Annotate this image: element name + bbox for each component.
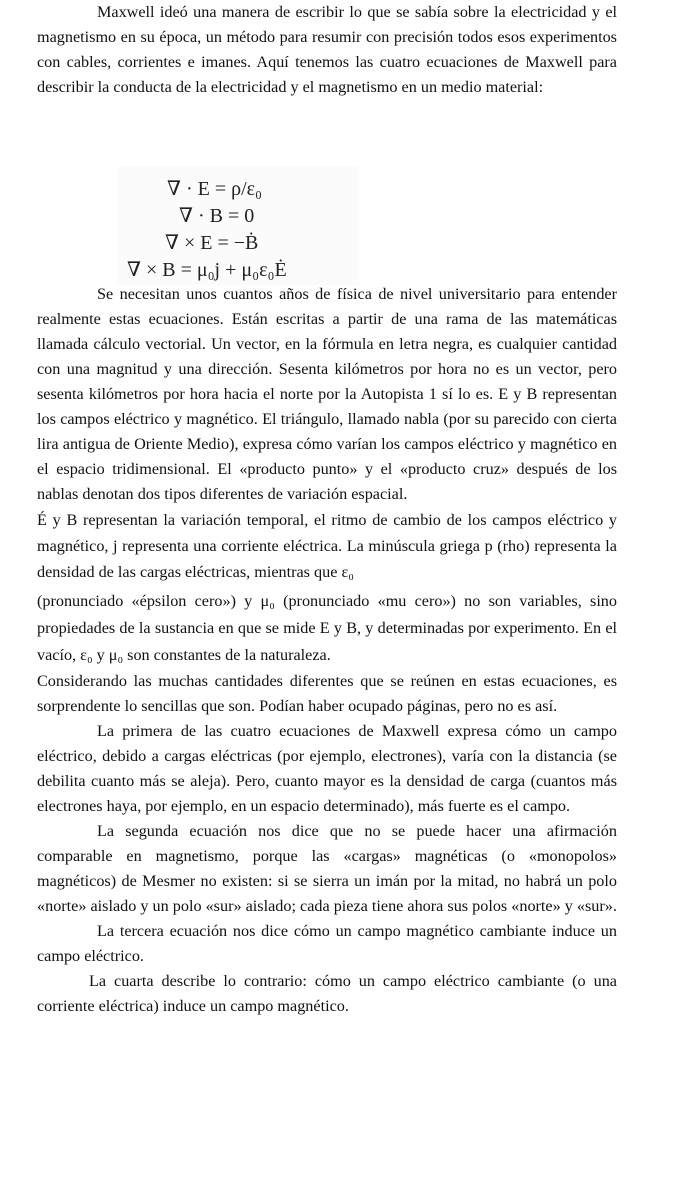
equation-faraday: ∇ × E = −Ḃ — [165, 232, 259, 254]
paragraph-variables-a: É y B representan la variación temporal, el ritmo de cambio de los campos eléctrico y magnético, j representa una corriente eléctrica. La minúscula griega p (rho) representa la densidad de las cargas eléctricas, mientras que ε₀ — [37, 511, 617, 581]
maxwell-equations-image — [117, 167, 359, 285]
paragraph-second-equation: La segunda ecuación nos dice que no se puede hacer una afirmación comparable en magnetismo, porque las «cargas» magnéticas (o «monopolos» magnéticos) de Mesmer no existen: si se sierra un imán por la mitad, no habrá un polo «norte» aislado y un polo «sur» aislado; cada pieza tiene ahora sus polos «norte» y «sur». — [37, 822, 617, 915]
paragraph-first-equation: La primera de las cuatro ecuaciones de Maxwell expresa cómo un campo eléctrico, debido a cargas eléctricas (por ejemplo, electrones), varía con la distancia (se debilita cuanto más se aleja). Pero, cuanto mayor es la densidad de carga (cuantos más electrones haya, por ejemplo, en un espacio determinado), más fuerte es el campo. — [37, 722, 617, 815]
paragraph-intro: Maxwell ideó una manera de escribir lo que se sabía sobre la electricidad y el magnetismo en su época, un método para resumir con precisión todos esos experimentos con cables, corrientes e imanes. Aquí tenemos las cuatro ecuaciones de Maxwell para describir la conducta de la electricidad y el magnetismo en un medio material: — [37, 3, 617, 96]
paragraph-simplicity: Considerando las muchas cantidades diferentes que se reúnen en estas ecuaciones, es sorprendente lo sencillas que son. Podían haber ocupado páginas, pero no es así. — [37, 672, 617, 715]
document-page — [37, 0, 617, 1019]
paragraph-third-equation: La tercera ecuación nos dice cómo un campo magnético cambiante induce un campo eléctrico. — [37, 922, 617, 965]
paragraph-fourth-equation: La cuarta describe lo contrario: cómo un campo eléctrico cambiante (o una corriente eléctrica) induce un campo magnético. — [37, 972, 617, 1015]
equation-gauss-magnetic: ∇ · B = 0 — [179, 205, 255, 227]
equation-gauss-electric: ∇ · E = ρ/ε₀ — [167, 178, 263, 200]
paragraph-variables-b: (pronunciado «épsilon cero») y μ₀ (pronunciado «mu cero») no son variables, sino propiedades de la sustancia en que se mide E y B, y determinadas por experimento. En el vacío, ε₀ y μ₀ son constantes de la naturaleza. — [37, 592, 617, 664]
paragraph-explanation: Se necesitan unos cuantos años de física de nivel universitario para entender realmente estas ecuaciones. Están escritas a partir de una rama de las matemáticas llamada cálculo vectorial. Un vector, en la fórmula en letra negra, es cualquier cantidad con una magnitud y una dirección. Sesenta kilómetros por hora no es un vector, pero sesenta kilómetros por hora hacia el norte por la Autopista 1 sí lo es. E y B representan los campos eléctrico y magnético. El triángulo, llamado nabla (por su parecido con cierta lira antigua de Oriente Medio), expresa cómo varían los campos eléctrico y magnético en el espacio tridimensional. El «producto punto» y el «producto cruz» después de los nablas denotan dos tipos diferentes de variación espacial. — [37, 285, 617, 503]
equation-ampere-maxwell: ∇ × B = μ₀j + μ₀ε₀Ė — [127, 259, 287, 281]
